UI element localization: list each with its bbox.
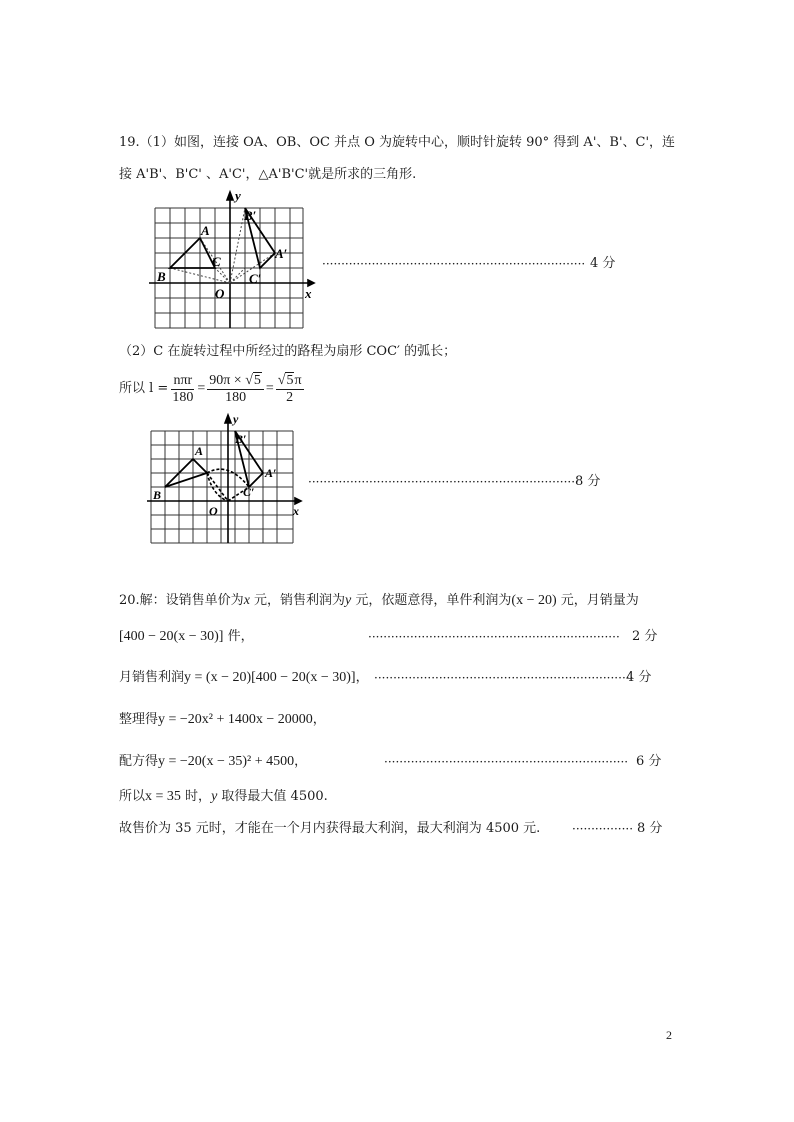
q20-line-1: 20.解：设销售单价为x 元，销售利润为y 元，依题意得，单件利润为(x − 20) 元，月销量为: [119, 593, 639, 608]
q19-line-1: 19.（1）如图，连接 OA、OB、OC 并点 O 为旋转中心，顺时针旋转 90° 得到 A'、B'、C'，连: [119, 135, 676, 150]
label-y-2: y: [233, 412, 239, 426]
label-x-2: x: [293, 504, 299, 518]
label-x: x: [305, 286, 312, 301]
fraction-1: [170, 373, 195, 406]
axes: [149, 192, 314, 328]
fraction-3: [276, 373, 304, 406]
q20-line-3: 月销售利润y = (x − 20)[400 − 20(x − 30)]，: [119, 670, 369, 685]
score-leader-4: ····································································: [374, 671, 634, 685]
fraction-3-denominator: 2: [286, 389, 294, 405]
score-leader-5: ································································: [384, 755, 629, 769]
fraction-1-numerator: nπr: [173, 372, 193, 388]
q20-line-4: 整理得y = −20x² + 1400x − 20000，: [119, 712, 326, 727]
score-leader-6: ················: [572, 822, 634, 836]
rotation-figure-2: [143, 411, 308, 553]
q19-line-2: 接 A'B'、B'C' 、A'C'，△A'B'C'就是所求的三角形.: [119, 167, 417, 182]
q19-formula: [119, 370, 306, 408]
fraction-2-denominator: 180: [225, 389, 247, 405]
score-leader-3: ··································································: [368, 630, 620, 644]
q19-score-2: 8 分: [575, 474, 601, 489]
label-b-2: B: [153, 488, 162, 502]
label-b-prime: B′: [244, 208, 257, 223]
label-y: y: [235, 188, 241, 203]
label-c-prime: C′: [249, 271, 262, 286]
q20-score-2: 2 分: [632, 629, 658, 644]
page-number: 2: [666, 1028, 672, 1042]
fraction-1-denominator: 180: [172, 389, 194, 405]
grid-2: [151, 431, 293, 543]
q20-line-7: 故售价为 35 元时，才能在一个月内获得最大利润，最大利润为 4500 元.: [119, 821, 541, 836]
score-leader-2: ·······································································: [308, 475, 579, 489]
rotation-figure-1: [145, 188, 320, 338]
label-o: O: [215, 286, 225, 301]
q19-part-2: （2）C 在旋转过程中所经过的路程为扇形 COC′ 的弧长；: [119, 344, 457, 359]
q19-score-1: 4 分: [590, 256, 616, 271]
label-a-2: A: [195, 444, 204, 458]
label-a-prime: A′: [275, 246, 288, 261]
label-a: A: [201, 223, 210, 238]
fraction-2-numerator: 90π × √5: [207, 373, 264, 390]
label-a-prime-2: A′: [265, 466, 277, 480]
q20-line-5: 配方得y = −20(x − 35)² + 4500，: [119, 754, 308, 769]
equals-2: =: [265, 381, 274, 396]
label-b: B: [157, 269, 166, 284]
fraction-2: [207, 373, 264, 406]
equals-1: =: [197, 381, 206, 396]
axes-2: [147, 415, 301, 543]
q20-score-6: 6 分: [636, 754, 662, 769]
score-leader-1: ·····································································: [322, 257, 586, 271]
q20-score-8: 8 分: [637, 821, 663, 836]
label-o-2: O: [209, 504, 218, 518]
q20-line-2: [400 − 20(x − 30)] 件，: [119, 629, 254, 644]
q20-line-6: 所以x = 35 时，y 取得最大值 4500.: [119, 789, 328, 804]
q20-score-4: 4 分: [626, 670, 652, 685]
label-b-prime-2: B′: [235, 432, 247, 446]
label-c-prime-2: C′: [243, 485, 255, 499]
fraction-3-numerator: √5π: [277, 372, 302, 388]
label-c: C: [212, 254, 221, 269]
formula-prefix: 所以 l =: [119, 381, 169, 396]
